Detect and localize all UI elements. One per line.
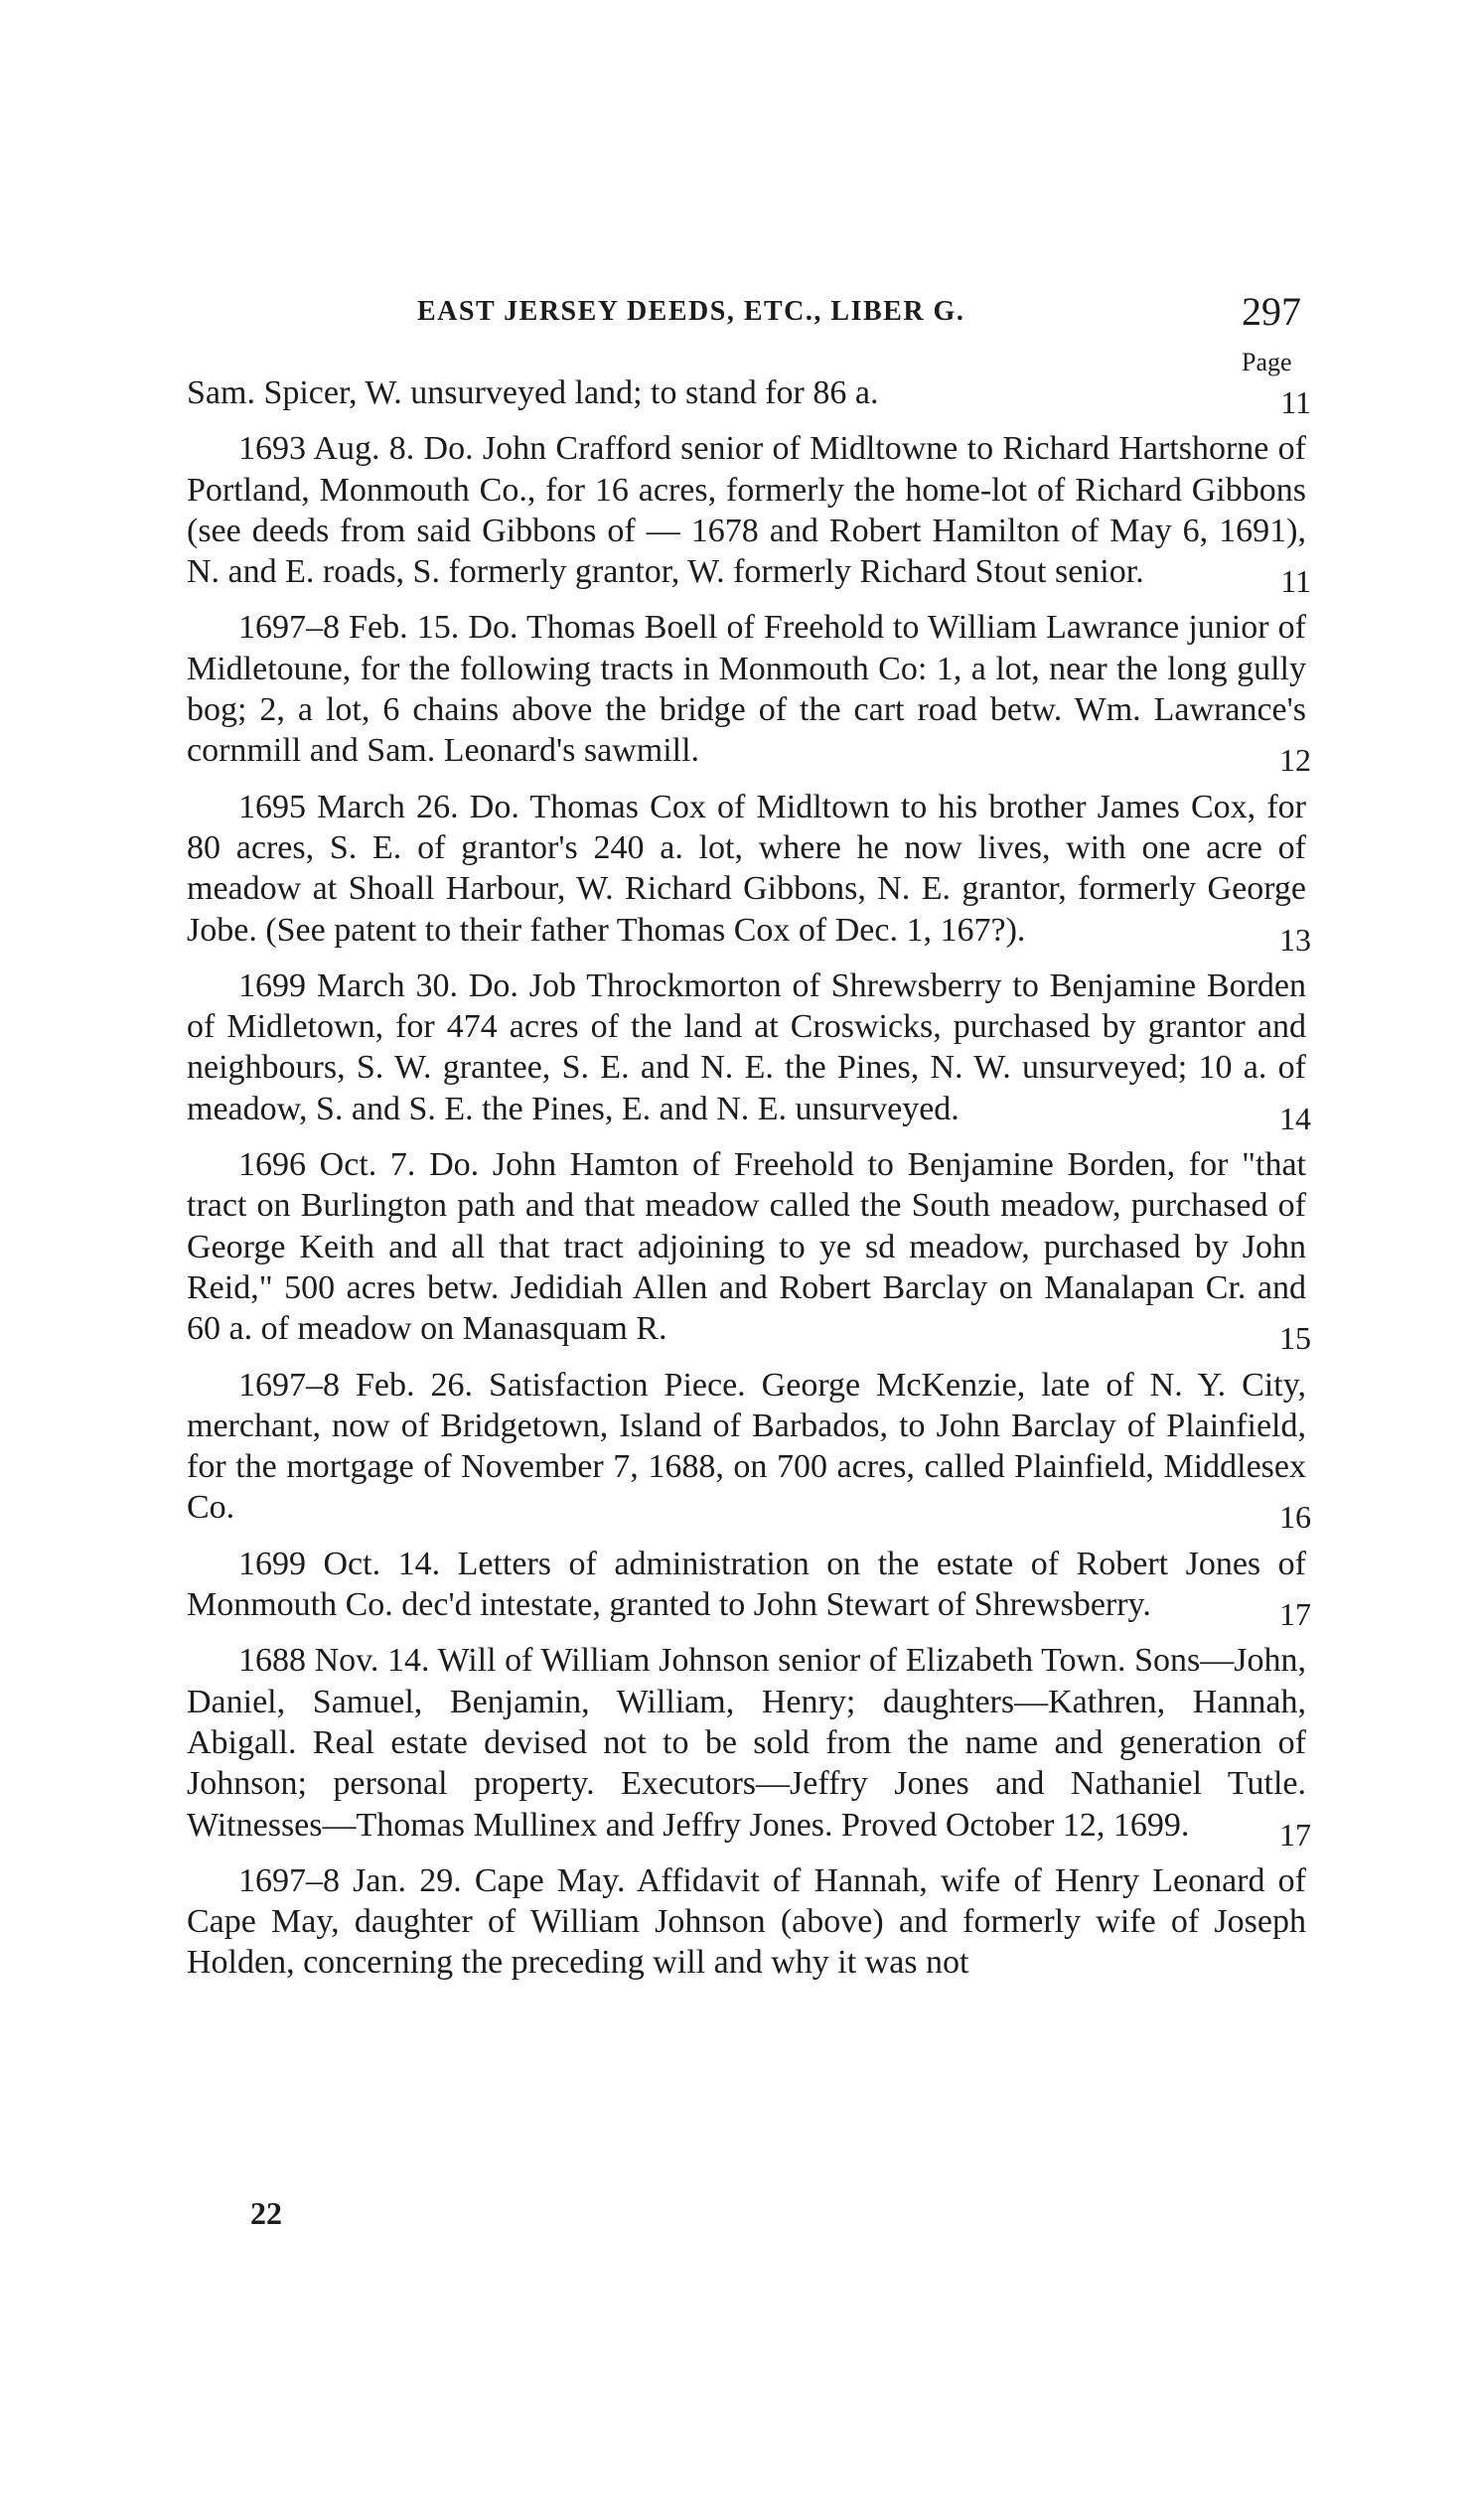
entry — [187, 1365, 1311, 1536]
entry-text: 1697–8 Jan. 29. Cape May. Affidavit of Hannah, wife of Henry Leonard of Cape May, daughter of William Johnson (above) and formerly wife of Joseph Holden, concerning the preceding will and why it was not — [187, 1861, 1306, 1982]
entry — [187, 428, 1311, 600]
entry-continuation — [187, 372, 1311, 420]
page-header — [0, 288, 1477, 338]
page-reference: 16 — [1279, 1499, 1311, 1536]
entry-text: 1699 Oct. 14. Letters of administration on the estate of Robert Jones of Monmouth Co. dec'd intestate, granted to John Stewart of Shrewsberry. — [187, 1545, 1306, 1624]
entry-text: 1695 March 26. Do. Thomas Cox of Midltown to his brother James Cox, for 80 acres, S. E. of grantor's 240 a. lot, where he now lives, with one acre of meadow at Shoall Harbour, W. Richard Gibbons, N. E. grantor, formerly George Jobe. (See patent to their father Thomas Cox of Dec. 1, 167?). — [187, 788, 1306, 949]
entry-text: 1697–8 Feb. 15. Do. Thomas Boell of Freehold to William Lawrance junior of Midletoune, for the following tracts in Monmouth Co: 1, a lot, near the long gully bog; 2, a lot, 6 chains above the bridge of the cart road betw. Wm. Lawrance's cornmill and Sam. Leonard's sawmill. — [187, 609, 1306, 770]
entry — [187, 1144, 1311, 1357]
page-column-label: Page — [1242, 348, 1292, 376]
entry — [187, 1640, 1311, 1853]
running-head: EAST JERSEY DEEDS, ETC., LIBER G. — [417, 296, 965, 327]
entry-text: Sam. Spicer, W. unsurveyed land; to stand for 86 a. — [187, 374, 879, 411]
page-number: 297 — [1242, 289, 1301, 334]
page-reference: 12 — [1279, 742, 1311, 779]
entry — [187, 1860, 1306, 1984]
page-reference: 17 — [1279, 1816, 1311, 1853]
entry — [187, 1544, 1311, 1633]
entry — [187, 607, 1311, 779]
entry — [187, 965, 1311, 1136]
entry-text: 1696 Oct. 7. Do. John Hamton of Freehold to Benjamine Borden, for "that tract on Burlington path and that meadow called the South meadow, purchased of George Keith and all that tract adjoining to ye sd meadow, purchased by John Reid," 500 acres betw. Jedidiah Allen and Robert Barclay on Manalapan Cr. and 60 a. of meadow on Manasquam R. — [187, 1146, 1306, 1348]
page-reference: 17 — [1279, 1596, 1311, 1633]
entry-text: 1699 March 30. Do. Job Throckmorton of Shrewsberry to Benjamine Borden of Midletown, for 474 acres of the land at Croswicks, purchased by grantor and neighbours, S. W. grantee, S. E. and N. E. the Pines, N. W. unsurveyed; 10 a. of meadow, S. and S. E. the Pines, E. and N. E. unsurveyed. — [187, 966, 1306, 1127]
entry-text: 1688 Nov. 14. Will of William Johnson senior of Elizabeth Town. Sons—John, Daniel, Samuel, Benjamin, William, Henry; daughters—Kathren, Hannah, Abigall. Real estate devised not to be sold from the name and generation of Johnson; personal property. Executors—Jeffry Jones and Nathaniel Tutle. Witnesses—Thomas Mullinex and Jeffry Jones. Proved October 12, 1699. — [187, 1642, 1306, 1844]
signature-mark: 22 — [250, 2195, 282, 2231]
page-reference: 11 — [1280, 384, 1311, 420]
entry-text: 1693 Aug. 8. Do. John Crafford senior of Midltowne to Richard Hartshorne of Portland, Monmouth Co., for 16 acres, formerly the home-lot of Richard Gibbons (see deeds from said Gibbons of — 1678 and Robert Hamilton of May 6, 1691), N. and E. roads, S. formerly grantor, W. formerly Richard Stout senior. — [187, 430, 1306, 591]
page-reference: 13 — [1279, 921, 1311, 958]
entry — [187, 787, 1311, 958]
page-reference: 11 — [1280, 563, 1311, 600]
page-reference: 14 — [1279, 1100, 1311, 1136]
entry-text: 1697–8 Feb. 26. Satisfaction Piece. George McKenzie, late of N. Y. City, merchant, now of Bridgetown, Island of Barbados, to John Barclay of Plainfield, for the mortgage of November 7, 1688, on 700 acres, called Plainfield, Middlesex Co. — [187, 1366, 1306, 1527]
page-reference: 15 — [1279, 1320, 1311, 1357]
deed-entries — [187, 372, 1311, 1999]
